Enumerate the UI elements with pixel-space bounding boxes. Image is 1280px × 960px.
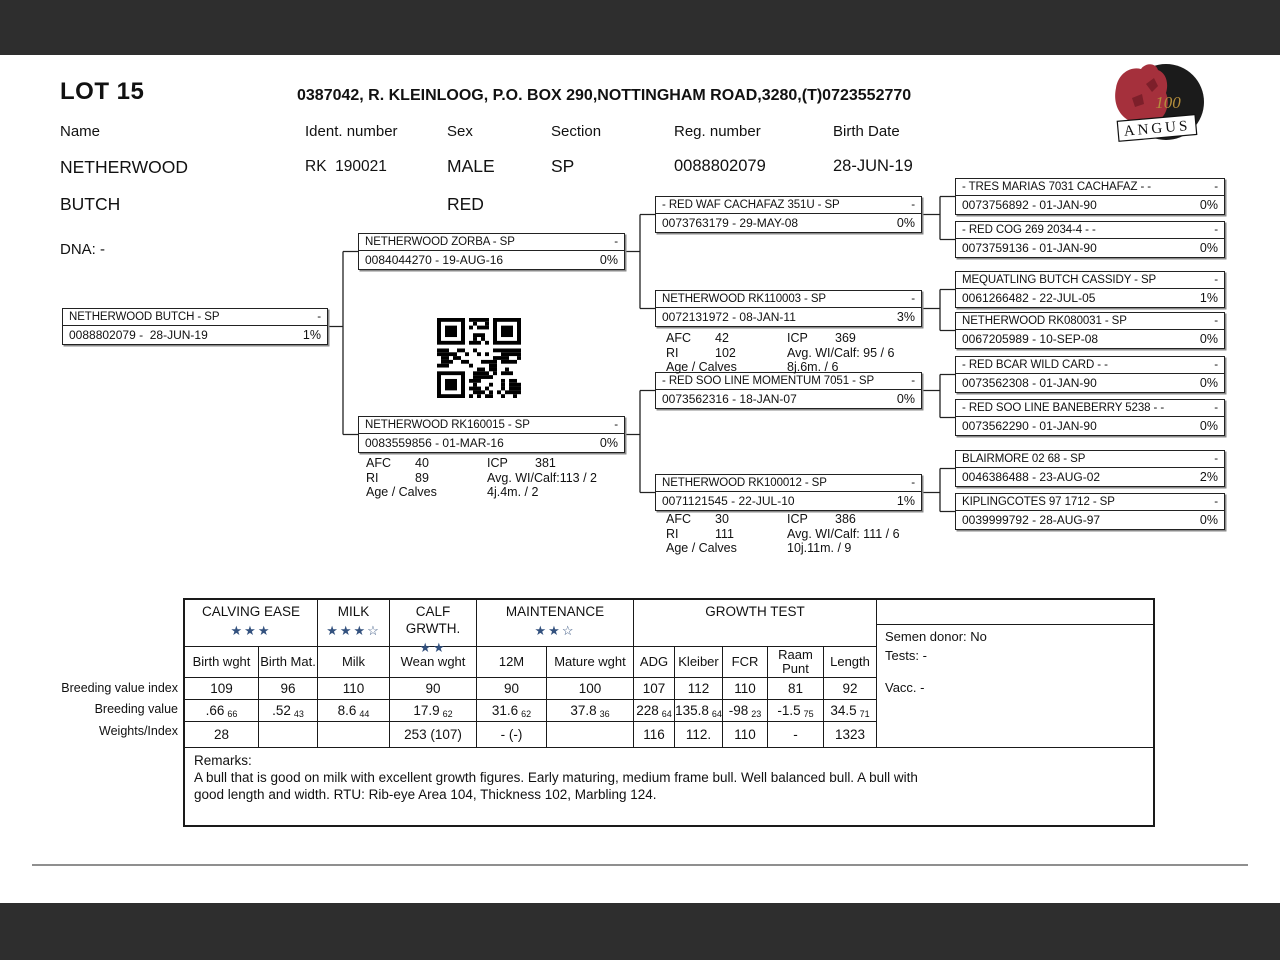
col-header: ADG bbox=[634, 647, 675, 678]
pedigree-box-sire: NETHERWOOD ZORBA - SP - 0084044270 - 19-AUG-16 0% bbox=[358, 233, 625, 270]
birth-label: Birth Date bbox=[833, 123, 900, 140]
remarks-box bbox=[185, 748, 1153, 825]
row-label-bv: Breeding value bbox=[94, 702, 178, 716]
remarks-line: good length and width. RTU: Rib-eye Area 104, Thickness 102, Marbling 124. bbox=[194, 787, 657, 802]
dam-dam-stats: AFC 30 ICP 386 RI 111 Avg. WI/Calf: 111 / 6 Age / Calves 10j.11m. / 9 bbox=[666, 512, 900, 555]
pedigree-box-ggp-4: NETHERWOOD RK080031 - SP - 0067205989 - 10-SEP-08 0% bbox=[955, 312, 1225, 349]
bv-index-cell: 90 bbox=[477, 678, 547, 700]
tests: Tests: - bbox=[885, 648, 927, 663]
footer-divider bbox=[32, 864, 1248, 866]
name-label: Name bbox=[60, 123, 101, 140]
bv-index-cell: 100 bbox=[547, 678, 634, 700]
remarks-line: A bull that is good on milk with excellent growth figures. Early maturing, medium frame bull. Well balanced bull. A bull with bbox=[194, 770, 918, 785]
pedigree-box-ggp-1: - TRES MARIAS 7031 CACHAFAZ - - - 0073756892 - 01-JAN-90 0% bbox=[955, 178, 1225, 215]
col-header: Raam Punt bbox=[768, 647, 824, 678]
owner-line: 0387042, R. KLEINLOOG, P.O. BOX 290,NOTTINGHAM ROAD,3280,(T)0723552770 bbox=[297, 87, 912, 104]
bv-index-cell: 90 bbox=[390, 678, 477, 700]
bv-cell: -98 23 bbox=[723, 700, 768, 722]
pedigree-box-subject: NETHERWOOD BUTCH - SP - 0088802079 - 28-JUN-19 1% bbox=[62, 308, 328, 345]
reg-label: Reg. number bbox=[674, 123, 761, 140]
ident-value: RK 190021 bbox=[305, 158, 387, 175]
bv-cell: 8.6 44 bbox=[318, 700, 390, 722]
pedigree-box-ggp-2: - RED COG 269 2034-4 - - - 0073759136 - 01-JAN-90 0% bbox=[955, 221, 1225, 258]
weights-cell: 112. bbox=[675, 722, 723, 748]
col-header: Mature wght bbox=[547, 647, 634, 678]
bv-index-cell: 112 bbox=[675, 678, 723, 700]
bv-index-cell: 81 bbox=[768, 678, 824, 700]
star-rating: ★★ bbox=[419, 640, 447, 655]
weights-cell: 110 bbox=[723, 722, 768, 748]
section-value: SP bbox=[551, 156, 575, 176]
star-rating: ★★★ bbox=[230, 623, 272, 638]
pedigree-box-ggp-5: - RED BCAR WILD CARD - - - 0073562308 - 01-JAN-90 0% bbox=[955, 356, 1225, 393]
col-header: Milk bbox=[318, 647, 390, 678]
pedigree-box-dam-dam: NETHERWOOD RK100012 - SP - 0071121545 - 22-JUL-10 1% bbox=[655, 474, 922, 511]
bv-cell: 17.9 62 bbox=[390, 700, 477, 722]
row-label-weights: Weights/Index bbox=[99, 724, 178, 738]
bv-index-cell: 110 bbox=[723, 678, 768, 700]
bv-cell: .52 43 bbox=[259, 700, 318, 722]
colour-value: RED bbox=[447, 194, 484, 214]
bv-cell: 31.6 62 bbox=[477, 700, 547, 722]
side-panel-strip bbox=[877, 600, 1153, 625]
pedigree-box-ggp-3: MEQUATLING BUTCH CASSIDY - SP - 0061266482 - 22-JUL-05 1% bbox=[955, 271, 1225, 308]
qr-code bbox=[437, 318, 521, 398]
side-panel bbox=[877, 600, 1153, 748]
weights-cell: - (-) bbox=[477, 722, 547, 748]
group-growth-test: GROWTH TEST bbox=[634, 600, 877, 647]
weights-cell: 28 bbox=[185, 722, 259, 748]
bv-index-cell: 110 bbox=[318, 678, 390, 700]
animal-name-2: BUTCH bbox=[60, 194, 121, 214]
weights-cell: 253 (107) bbox=[390, 722, 477, 748]
section-label: Section bbox=[551, 123, 602, 140]
weights-cell bbox=[259, 722, 318, 748]
bv-cell: 135.8 64 bbox=[675, 700, 723, 722]
pedigree-box-dam-sire: - RED SOO LINE MOMENTUM 7051 - SP - 0073562316 - 18-JAN-07 0% bbox=[655, 372, 922, 409]
col-header: Length bbox=[824, 647, 877, 678]
reg-value: 0088802079 bbox=[674, 157, 766, 175]
bv-index-cell: 96 bbox=[259, 678, 318, 700]
col-header: Kleiber bbox=[675, 647, 723, 678]
dna-value: DNA: - bbox=[60, 241, 105, 258]
weights-cell: 116 bbox=[634, 722, 675, 748]
weights-cell: - bbox=[768, 722, 824, 748]
ident-label: Ident. number bbox=[305, 123, 398, 140]
animal-name-1: NETHERWOOD bbox=[60, 157, 189, 177]
pedigree-box-dam: NETHERWOOD RK160015 - SP - 0083559856 - 01-MAR-16 0% bbox=[358, 416, 625, 453]
semen-donor: Semen donor: No bbox=[885, 629, 987, 644]
pedigree-box-sire-dam: NETHERWOOD RK110003 - SP - 0072131972 - 08-JAN-11 3% bbox=[655, 290, 922, 327]
sex-label: Sex bbox=[447, 123, 473, 140]
angus-logo bbox=[1108, 58, 1204, 150]
bv-index-cell: 92 bbox=[824, 678, 877, 700]
weights-cell bbox=[547, 722, 634, 748]
pedigree-box-ggp-6: - RED SOO LINE BANEBERRY 5238 - - - 0073562290 - 01-JAN-90 0% bbox=[955, 399, 1225, 436]
star-rating: ★★★☆ bbox=[326, 623, 381, 638]
logo-banner: ANGUS bbox=[1123, 118, 1191, 140]
breeding-values-table bbox=[183, 598, 1155, 827]
weights-cell: 1323 bbox=[824, 722, 877, 748]
bv-cell: 34.5 71 bbox=[824, 700, 877, 722]
col-header: Birth Mat. bbox=[259, 647, 318, 678]
col-header: Birth wght bbox=[185, 647, 259, 678]
bv-cell: 37.8 36 bbox=[547, 700, 634, 722]
bv-index-cell: 107 bbox=[634, 678, 675, 700]
dam-stats: AFC 40 ICP 381 RI 89 Avg. WI/Calf:113 / 2 Age / Calves 4j.4m. / 2 bbox=[366, 456, 598, 499]
bottom-bar bbox=[0, 903, 1280, 960]
bv-cell: .66 66 bbox=[185, 700, 259, 722]
vacc: Vacc. - bbox=[885, 680, 925, 695]
group-milk: MILK ★★★☆ bbox=[318, 600, 390, 647]
birth-value: 28-JUN-19 bbox=[833, 157, 913, 175]
remarks-title: Remarks: bbox=[194, 753, 252, 768]
lot-number: LOT 15 bbox=[60, 78, 145, 105]
group-calf-growth: CALF GRWTH. ★★ bbox=[390, 600, 477, 647]
weights-cell bbox=[318, 722, 390, 748]
sire-dam-stats: AFC 42 ICP 369 RI 102 Avg. WI/Calf: 95 / 6 Age / Calves 8j.6m. / 6 bbox=[666, 331, 895, 374]
sex-value: MALE bbox=[447, 156, 495, 176]
bv-cell: -1.5 75 bbox=[768, 700, 824, 722]
group-calving-ease: CALVING EASE ★★★ bbox=[185, 600, 318, 647]
bv-cell: 228 64 bbox=[634, 700, 675, 722]
pedigree-box-ggp-8: KIPLINGCOTES 97 1712 - SP - 0039999792 - 28-AUG-97 0% bbox=[955, 493, 1225, 530]
pedigree-box-sire-sire: - RED WAF CACHAFAZ 351U - SP - 0073763179 - 29-MAY-08 0% bbox=[655, 196, 922, 233]
logo-years: 100 bbox=[1155, 93, 1181, 112]
col-header: 12M bbox=[477, 647, 547, 678]
bv-index-cell: 109 bbox=[185, 678, 259, 700]
pedigree-box-ggp-7: BLAIRMORE 02 68 - SP - 0046386488 - 23-AUG-02 2% bbox=[955, 450, 1225, 487]
top-bar bbox=[0, 0, 1280, 55]
group-maintenance: MAINTENANCE ★★☆ bbox=[477, 600, 634, 647]
star-rating: ★★☆ bbox=[534, 623, 576, 638]
row-label-bv-index: Breeding value index bbox=[61, 681, 178, 695]
col-header: Wean wght bbox=[390, 647, 477, 678]
col-header: FCR bbox=[723, 647, 768, 678]
